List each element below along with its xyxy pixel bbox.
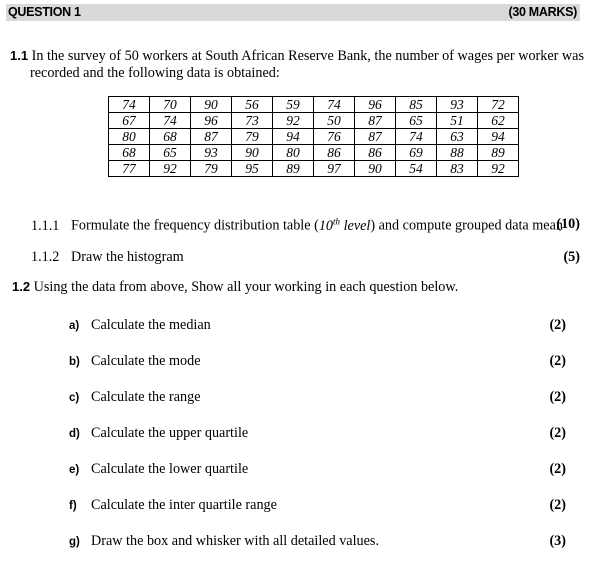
table-cell: 92 [478, 161, 519, 177]
table-cell: 65 [150, 145, 191, 161]
subquestion-number: 1.1.1 [31, 217, 60, 234]
item-marks: (3) [549, 533, 566, 549]
item-marks: (2) [549, 497, 566, 513]
subquestion-number: 1.1.2 [31, 249, 60, 265]
table-cell: 67 [109, 113, 150, 129]
table-cell: 93 [191, 145, 232, 161]
subquestion-1-1-1 [31, 216, 580, 235]
table-cell: 59 [273, 97, 314, 113]
subquestion-marks: (5) [563, 249, 580, 265]
table-row [109, 97, 519, 113]
table-cell: 72 [478, 97, 519, 113]
question-item [69, 533, 566, 551]
question-item [69, 317, 566, 335]
subquestion-marks: (10) [556, 216, 580, 232]
table-cell: 68 [109, 145, 150, 161]
table-row [109, 145, 519, 161]
table-cell: 87 [191, 129, 232, 145]
table-cell: 86 [314, 145, 355, 161]
table-cell: 65 [396, 113, 437, 129]
question-item [69, 497, 566, 515]
item-text: Calculate the upper quartile [91, 425, 249, 441]
item-text: Calculate the mode [91, 353, 201, 369]
table-row [109, 161, 519, 177]
table-row [109, 129, 519, 145]
item-marks: (2) [549, 389, 566, 405]
table-cell: 77 [109, 161, 150, 177]
item-marks: (2) [549, 353, 566, 369]
table-cell: 50 [314, 113, 355, 129]
question-header [6, 4, 580, 21]
question-item [69, 425, 566, 443]
item-label: f) [69, 500, 77, 512]
item-text: Calculate the median [91, 317, 211, 333]
table-cell: 83 [437, 161, 478, 177]
table-cell: 87 [355, 113, 396, 129]
table-cell: 90 [232, 145, 273, 161]
table-cell: 80 [109, 129, 150, 145]
item-label: d) [69, 428, 80, 440]
table-cell: 79 [232, 129, 273, 145]
table-cell: 73 [232, 113, 273, 129]
table-cell: 87 [355, 129, 396, 145]
question-number: 1.1 [10, 48, 29, 63]
table-cell: 54 [396, 161, 437, 177]
table-cell: 92 [273, 113, 314, 129]
table-cell: 88 [437, 145, 478, 161]
table-cell: 96 [191, 113, 232, 129]
table-cell: 92 [150, 161, 191, 177]
subquestion-1-1-2 [31, 249, 580, 266]
table-cell: 85 [396, 97, 437, 113]
item-label: a) [69, 320, 80, 332]
table-cell: 68 [150, 129, 191, 145]
intro-text-line2: recorded and the following data is obtained: [30, 65, 280, 81]
item-marks: (2) [549, 461, 566, 477]
item-label: e) [69, 464, 80, 476]
table-cell: 51 [437, 113, 478, 129]
item-label: g) [69, 536, 80, 548]
table-cell: 63 [437, 129, 478, 145]
table-row [109, 113, 519, 129]
item-text: Calculate the range [91, 389, 201, 405]
level-word: level [340, 217, 371, 234]
intro-text-line1: In the survey of 50 workers at South African Reserve Bank, the number of wages per worker was [31, 48, 584, 64]
question-title: QUESTION 1 [8, 5, 81, 19]
table-cell: 89 [478, 145, 519, 161]
question-number: 1.2 [12, 279, 31, 294]
table-cell: 95 [232, 161, 273, 177]
table-cell: 76 [314, 129, 355, 145]
subquestion-text-before: Formulate the frequency distribution table ( [71, 217, 319, 234]
question-1-2 [12, 279, 458, 296]
table-cell: 90 [191, 97, 232, 113]
table-cell: 79 [191, 161, 232, 177]
table-cell: 94 [478, 129, 519, 145]
table-cell: 56 [232, 97, 273, 113]
item-text: Calculate the inter quartile range [91, 497, 277, 513]
subquestion-text-after: ) and compute grouped data mean [370, 217, 563, 234]
table-cell: 69 [396, 145, 437, 161]
question-item [69, 353, 566, 371]
table-cell: 96 [355, 97, 396, 113]
wages-data-table [108, 96, 519, 177]
table-cell: 62 [478, 113, 519, 129]
table-cell: 74 [109, 97, 150, 113]
table-cell: 97 [314, 161, 355, 177]
subquestion-text: Draw the histogram [71, 249, 184, 265]
table-cell: 70 [150, 97, 191, 113]
item-marks: (2) [549, 317, 566, 333]
table-cell: 90 [355, 161, 396, 177]
question-item [69, 389, 566, 407]
question-1-1-intro [10, 47, 585, 82]
item-label: b) [69, 356, 80, 368]
table-cell: 80 [273, 145, 314, 161]
question-total-marks: (30 MARKS) [508, 5, 577, 19]
item-marks: (2) [549, 425, 566, 441]
level-number: 10 [318, 217, 334, 234]
table-cell: 94 [273, 129, 314, 145]
table-cell: 74 [396, 129, 437, 145]
item-label: c) [69, 392, 80, 404]
table-cell: 86 [355, 145, 396, 161]
question-item [69, 461, 566, 479]
table-cell: 89 [273, 161, 314, 177]
table-cell: 74 [150, 113, 191, 129]
table-cell: 93 [437, 97, 478, 113]
question-text: Using the data from above, Show all your working in each question below. [33, 279, 459, 295]
table-cell: 74 [314, 97, 355, 113]
level-suffix: th [333, 216, 341, 226]
item-text: Calculate the lower quartile [91, 461, 249, 477]
item-text: Draw the box and whisker with all detailed values. [91, 533, 380, 549]
